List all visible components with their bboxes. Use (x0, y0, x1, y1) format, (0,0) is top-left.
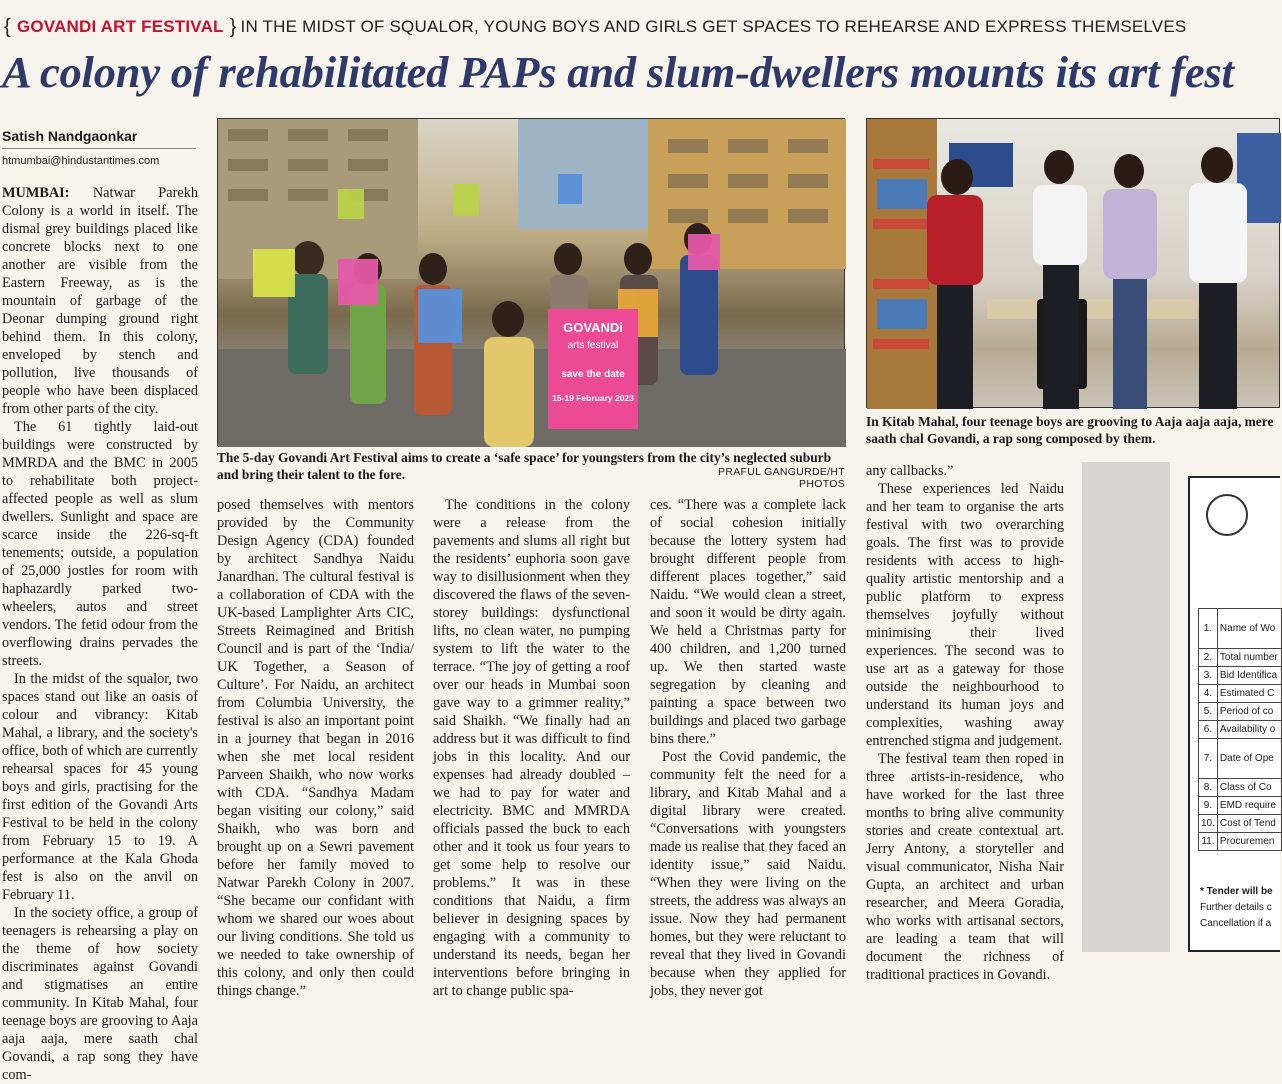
tender-table (1198, 608, 1282, 851)
paragraph: Post the Covid pandemic, the community felt the need for a library, and Kitab Mahal and a digital library were created. “Conversations with youngsters made us realise that they faced an identity issue,” said Naidu. “When they were living on the streets, the address was always an issue. Now they had permanent homes, but they were reluctant to reveal that they lived in Govandi because when they applied for jobs, they never got (650, 749, 846, 999)
table-row: 9. EMD require (1199, 797, 1282, 815)
table-row: 6. Availability o (1199, 721, 1282, 739)
article-column-2 (217, 496, 414, 999)
table-row: 2. Total number (1199, 649, 1282, 667)
poster-text-1: GOVANDi (563, 320, 623, 335)
festival-group-photo-art (218, 119, 846, 447)
author-name: Satish Nandgaonkar (2, 128, 196, 149)
poster-text-4: 15-19 February 2023 (552, 393, 634, 403)
paragraph: any callbacks.” (866, 463, 954, 479)
tender-note-line: * Tender will be (1200, 886, 1273, 897)
kicker-deck: IN THE MIDST OF SQUALOR, YOUNG BOYS AND GIRLS GET SPACES TO REHEARSE AND EXPRESS THEMSELVES (240, 17, 1187, 36)
dateline: MUMBAI: (2, 185, 70, 201)
kicker-brace-open: { (4, 15, 11, 38)
poster-text-2: arts festival (567, 340, 619, 351)
paragraph: ces. “There was a complete lack of social cohesion initially because the lottery system had brought different people from different places together,” said Naidu. “We would clean a street, and soon it would be dirty again. We held a Christmas party for 400 children, and 1,200 turned up. We then started waste segregation by cleaning and painting a space between two buildings and placed two garbage bins there.” (650, 497, 846, 747)
kitab-mahal-photo-art (867, 119, 1281, 409)
government-seal-icon (1206, 494, 1248, 536)
table-row: 7. Date of Ope (1199, 739, 1282, 779)
paragraph: In the society office, a group of teenagers is rehearsing a play on the theme of how society discriminates against Govandi and stigmatises an entire community. In Kitab Mahal, four teenage boys are grooving to Aaja aaja aaja, mere saath chal Govandi, a rap song they have com- (2, 905, 198, 1083)
article-column-5 (866, 462, 1064, 983)
tender-notice-ad (1188, 476, 1280, 952)
article-column-4 (650, 496, 846, 999)
table-row: 8. Class of Co (1199, 779, 1282, 797)
kicker-brace-close: } (229, 15, 237, 38)
article-column-1 (2, 184, 198, 1083)
tender-note-line: Cancellation if a (1200, 918, 1272, 929)
photo-caption-main: The 5-day Govandi Art Festival aims to create a ‘safe space’ for youngsters from the city’s neglected suburb and bring their talent to the fore. (217, 450, 832, 482)
paragraph: The festival team then roped in three artists-in-residence, who have worked for the last three months to bring alive community stories and create contextual art. Jerry Antony, a storyteller and visual communicator, Nisha Nair Gupta, an architect and urban researcher, and Meera Goradia, who works with artisanal sectors, are leading a team that will document the richness of traditional practices in Govandi. (866, 751, 1064, 983)
festival-group-photo (217, 118, 845, 446)
article-column-3 (433, 496, 630, 999)
paragraph: The 61 tightly laid-out buildings were constructed by MMRDA and the BMC in 2005 to rehabilitate both project-affected people as well as slum dwellers. Sunlight and space are scarce inside the 226-sq-ft tenements; outside, a population of 25,000 jostles for room with haphazardly parked two-wheelers, autos and street vendors. The fetid odour from the overflowing drains pervades the streets. (2, 419, 198, 669)
paragraph: These experiences led Naidu and her team to organise the arts festival with two overarching goals. The first was to provide residents with access to high-quality artistic mentorship and a public platform to express themselves joyfully without minimising their lived experiences. The second was to use art as a gateway for those outside the neighbourhood to understand its human joys and complexities, washing away entrenched stigma and judgement. (866, 481, 1064, 749)
lead-paragraph (2, 184, 198, 418)
kitab-mahal-photo (866, 118, 1280, 408)
paragraph: In the midst of the squalor, two spaces stand out like an oasis of colour and vibrancy: Kitab Mahal, a library, and the society's office, both of which are currently rehearsal spaces for 45 young boys and girls, practising for the first edition of the Govandi Arts Festival to be held in the colony from February 15 to 19. A performance at the Kala Ghoda fest is also on the anvil on February 11. (2, 671, 198, 903)
table-row: 10. Cost of Tend (1199, 815, 1282, 833)
author-email: htmumbai@hindustantimes.com (2, 155, 160, 167)
paragraph: The conditions in the colony were a release from the pavements and slums all right but the residents’ euphoria soon gave way to disillusionment when they discovered the flaws of the seven-storey buildings: dysfunctional lifts, no clean water, no pumping system to lift the water to the terrace. “The joy of getting a roof over our heads in Mumbai soon gave way to a grimmer reality,” said Shaikh. “We finally had an address but it was difficult to find jobs in this locality. And our expenses had already doubled – we had to pay for water and electricity. BMC and MMRDA officials passed the buck to each other and it took us four years to get some help to resolve our problems.” It was in these conditions that Naidu, a firm believer in designing spaces by engaging with a community to understand its needs, began her interventions before bringing in art to change public spa- (433, 497, 630, 999)
tender-note (1200, 884, 1282, 932)
ad-gray-panel (1082, 462, 1170, 952)
lead-text: Natwar Parekh Colony is a world in itself. The dismal grey buildings placed like concrete blocks next to one another are visible from the Eastern Freeway, as is the mountain of garbage of the Deonar dumping ground right behind them. In this colony, enveloped by stench and pollution, live thousands of people who have been displaced from other parts of the city. (2, 185, 198, 417)
table-row: 3. Bid Identifica (1199, 667, 1282, 685)
byline (2, 128, 196, 167)
tender-note-line: Further details c (1200, 902, 1272, 913)
table-row: 1. Name of Wo (1199, 609, 1282, 649)
kicker-tag: GOVANDI ART FESTIVAL (16, 17, 224, 36)
kicker (4, 14, 1186, 40)
table-row: 11. Procuremen (1199, 833, 1282, 851)
photo-caption-secondary: In Kitab Mahal, four teenage boys are grooving to Aaja aaja aaja, mere saath chal Govandi, a rap song composed by them. (866, 414, 1274, 446)
paragraph: posed themselves with mentors provided by the Community Design Agency (CDA) founded by architect Sandhya Naidu Janardhan. The cultural festival is a collaboration of CDA with the UK-based Lamplighter Arts CIC, Streets Reimagined and British Council and is part of the ‘India/ UK Together, a Season of Culture’. For Naidu, an architect from Columbia University, the festival is also an important point in a journey that began in 2016 when she met local resident Parveen Shaikh, who now works with CDA. “Sandhya Madam began visiting our colony,” said Shaikh, who was born and brought up on a Sewri pavement before her family moved to Natwar Parekh Colony in 2007. “She became our confidant with whom we shared our woes about our living conditions. She told us we needed to take ownership of this colony, and only then could things change.” (217, 497, 414, 999)
table-row: 5. Period of co (1199, 703, 1282, 721)
poster-text-3: save the date (561, 369, 625, 380)
photo-credit: PRAFUL GANGURDE/HT PHOTOS (718, 466, 845, 490)
headline: A colony of rehabilitated PAPs and slum-dwellers mounts its art fest (2, 47, 1234, 97)
table-row: 4. Estimated C (1199, 685, 1282, 703)
